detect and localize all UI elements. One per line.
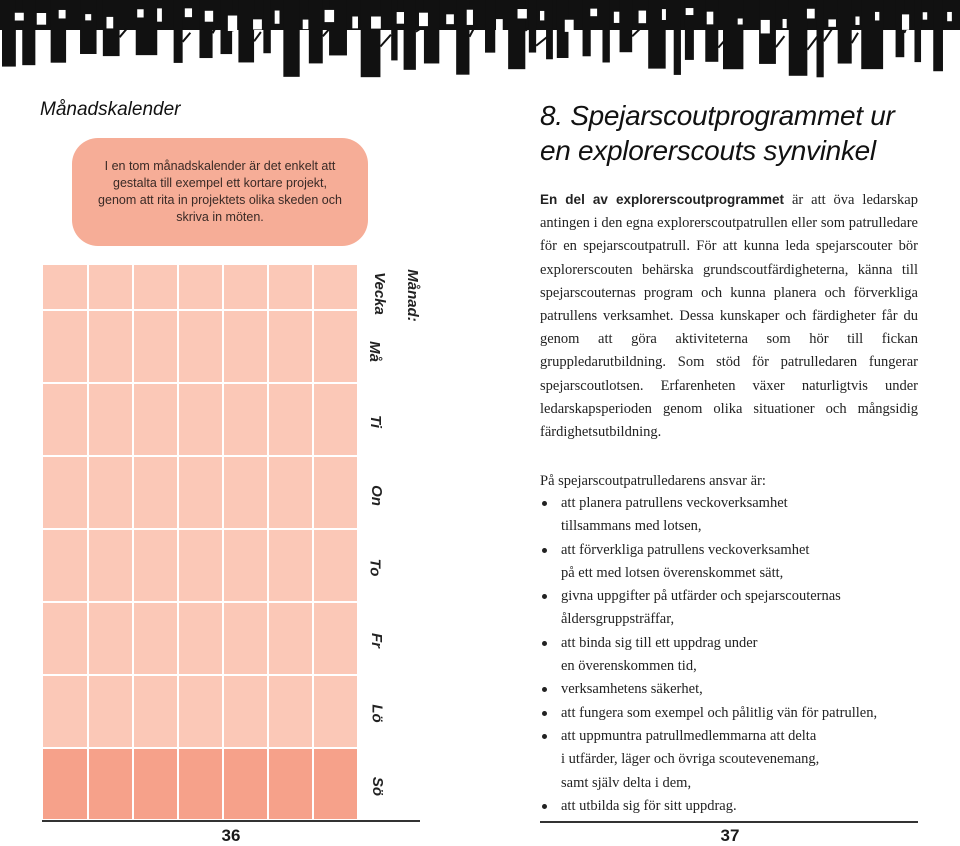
calendar-cell — [268, 675, 313, 748]
calendar-cell — [133, 602, 178, 675]
calendar-cell — [133, 310, 178, 383]
calendar-cell — [223, 748, 268, 820]
calendar-cell — [313, 529, 358, 602]
list-item: att planera patrullens veckoverksamhet tillsammans med lotsen, — [540, 492, 930, 539]
chapter-title-line1: 8. Spejarscoutprogrammet ur — [540, 100, 895, 131]
calendar-cell — [42, 748, 88, 820]
calendar-cell — [223, 602, 268, 675]
calendar-cell — [268, 310, 313, 383]
calendar-cell — [223, 675, 268, 748]
calendar-cell — [42, 383, 88, 456]
calendar-cell — [88, 529, 133, 602]
calendar-cell — [268, 748, 313, 820]
list-item: att binda sig till ett uppdrag under en överenskommen tid, — [540, 632, 930, 679]
chapter-title-line2: en explorerscouts synvinkel — [540, 135, 876, 166]
calendar-cell — [268, 602, 313, 675]
calendar-cell — [88, 675, 133, 748]
row-label-thursday: To — [366, 558, 384, 577]
info-text: I en tom månadskalender är det enkelt att gestalta till exempel ett kortare projekt, genom att rita in projektets olika skeden och skriva in möten. — [98, 159, 342, 224]
chapter-lead: En del av explorerscoutprogrammet — [540, 192, 784, 207]
calendar-cell — [88, 383, 133, 456]
page-number-right: 37 — [720, 826, 740, 845]
calendar-cell — [313, 456, 358, 529]
chapter-body — [540, 188, 918, 444]
calendar-cell — [133, 264, 178, 310]
calendar-cell — [178, 602, 223, 675]
calendar-cell — [313, 264, 358, 310]
calendar-cell — [42, 602, 88, 675]
calendar-cell — [133, 456, 178, 529]
calendar-cell — [88, 264, 133, 310]
row-label-sunday: Sö — [369, 776, 387, 797]
row-label-wednesday: On — [367, 485, 385, 506]
list-item: att utbilda sig för sitt uppdrag. — [540, 795, 930, 818]
chapter-title — [540, 98, 940, 168]
calendar-cell — [223, 456, 268, 529]
calendar-cell — [178, 748, 223, 820]
calendar-cell — [42, 310, 88, 383]
calendar-cell — [268, 529, 313, 602]
calendar-cell — [313, 383, 358, 456]
calendar-cell — [42, 264, 88, 310]
calendar-cell — [268, 383, 313, 456]
calendar-cell — [178, 529, 223, 602]
calendar-cell — [223, 383, 268, 456]
calendar-cell — [178, 456, 223, 529]
calendar-cell — [268, 456, 313, 529]
page-number-left: 36 — [221, 826, 241, 845]
left-page-heading: Månadskalender — [40, 99, 181, 120]
calendar-cell — [223, 529, 268, 602]
list-item: verksamhetens säkerhet, — [540, 678, 930, 701]
right-page-rule — [540, 821, 918, 823]
calendar-cell — [88, 748, 133, 820]
row-label-friday: Fr — [368, 633, 385, 648]
calendar-cell — [223, 264, 268, 310]
calendar-cell — [133, 529, 178, 602]
calendar-cell — [268, 264, 313, 310]
calendar-cell — [133, 748, 178, 820]
row-label-monday: Må — [365, 341, 383, 362]
calendar-cell — [178, 383, 223, 456]
calendar-cell — [42, 456, 88, 529]
list-item: att förverkliga patrullens veckoverksamhet på ett med lotsen överenskommet sätt, — [540, 539, 930, 586]
responsibilities-intro: På spejarscoutpatrulledarens ansvar är: — [540, 473, 766, 489]
calendar-cell — [88, 310, 133, 383]
calendar-cell — [133, 383, 178, 456]
chapter-body-text: är att öva ledarskap antingen i den egna explorerscoutpatrullen eller som patrulledare för en spejarscoutpatrull. För att kunna leda spejarscouter bör explorerscouten behärska grundscoutfärdigheterna, känna till spejarscouternas program och kunna planera och förverkliga patrullens verksamhet. Dessa kunskaper och färdigheter får du genom att göra aktiviteterna som hör till fickan gruppledarutbildning. Som stöd för patrulledaren fungerar spejarscoutlotsen. Erfarenheten växer naturligtvis under ledarskapsperioden genom olika situationer och mångsidig färdighetsutbildning. — [540, 192, 918, 441]
calendar-cell — [88, 456, 133, 529]
calendar-cell — [42, 529, 88, 602]
calendar-cell — [42, 675, 88, 748]
calendar-cell — [178, 264, 223, 310]
row-label-saturday: Lö — [368, 704, 386, 723]
list-item: att fungera som exempel och pålitlig vän för patrullen, — [540, 702, 930, 725]
row-label-tuesday: Ti — [367, 414, 385, 429]
calendar-cell — [223, 310, 268, 383]
list-item: att uppmuntra patrullmedlemmarna att delta i utfärder, läger och övriga scoutevenemang, samt själv delta i dem, — [540, 725, 930, 795]
calendar-cell — [313, 748, 358, 820]
calendar-cell — [313, 675, 358, 748]
list-item: givna uppgifter på utfärder och spejarscouternas åldersgruppsträffar, — [540, 585, 930, 632]
month-label: Månad: — [403, 269, 421, 322]
calendar-cell — [133, 675, 178, 748]
row-label-week: Vecka — [370, 272, 388, 315]
calendar-cell — [178, 675, 223, 748]
calendar-cell — [178, 310, 223, 383]
calendar-cell — [88, 602, 133, 675]
calendar-cell — [313, 602, 358, 675]
calendar-cell — [313, 310, 358, 383]
responsibilities-list — [540, 492, 930, 818]
left-page-rule — [42, 820, 420, 822]
